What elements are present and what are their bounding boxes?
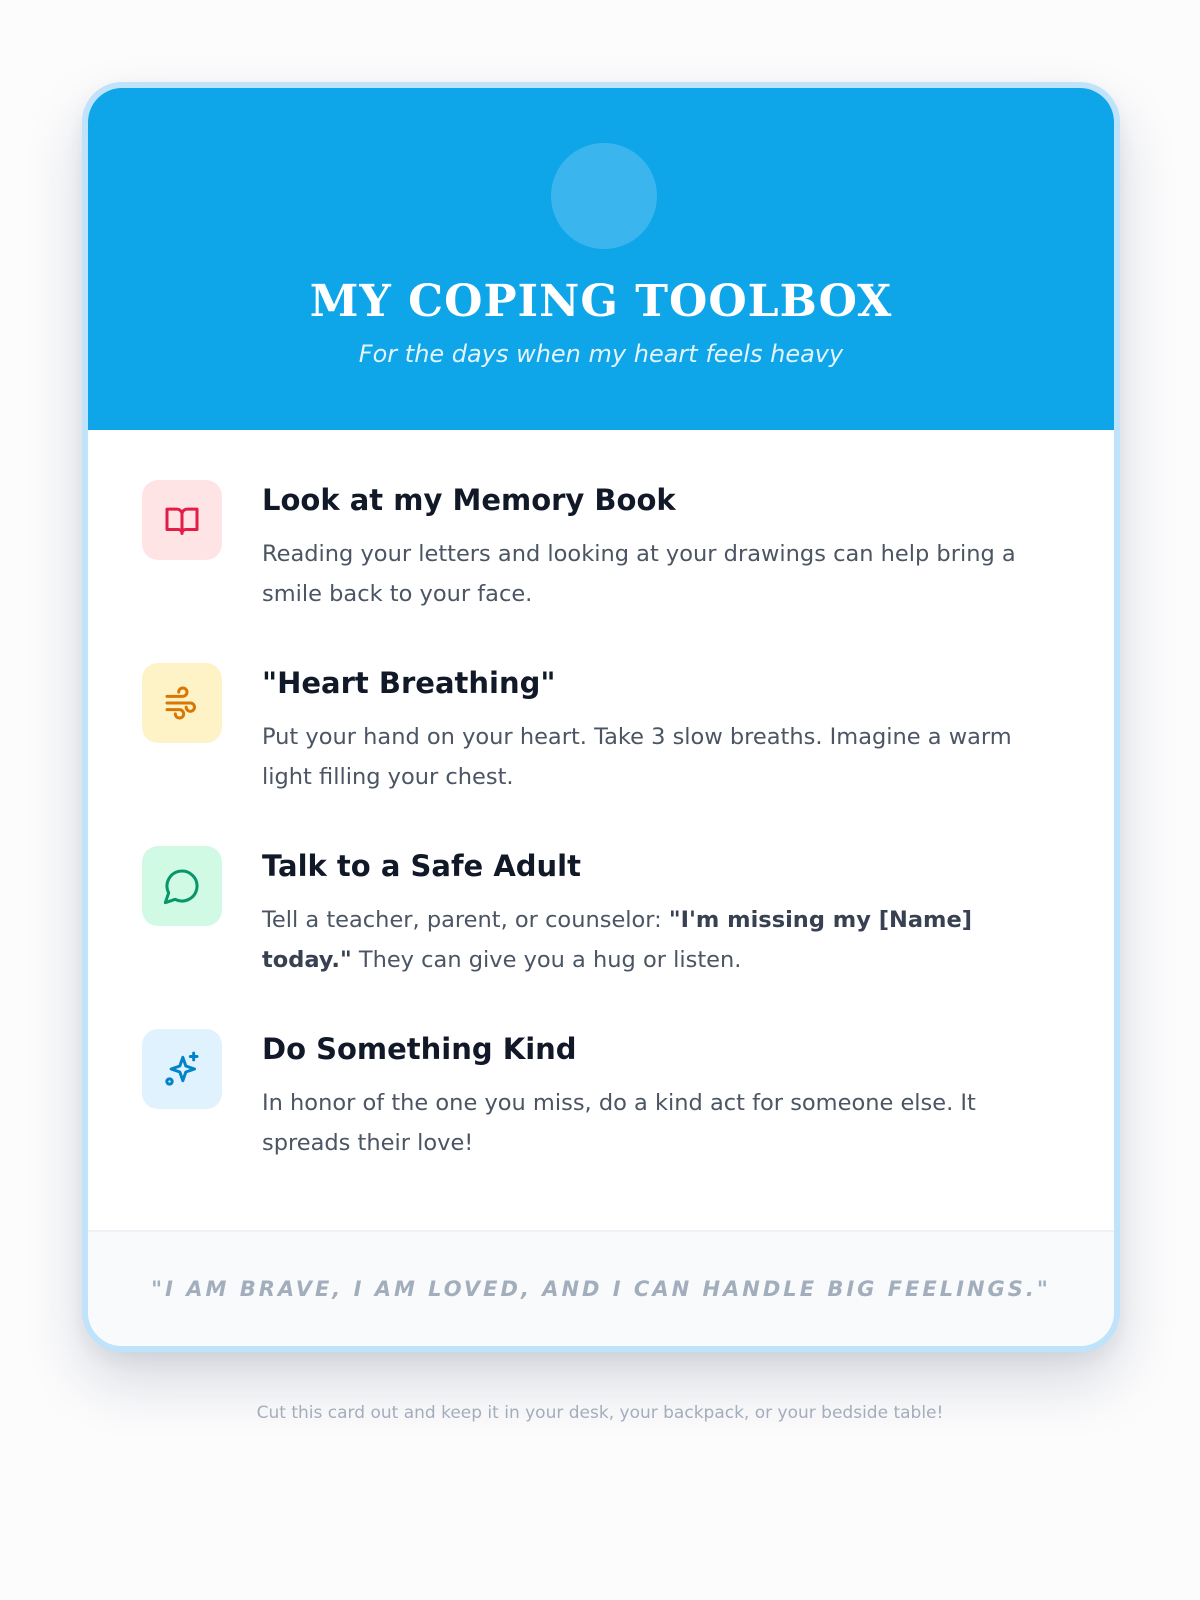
strategy-title: Do Something Kind <box>262 1032 577 1066</box>
book-icon <box>142 480 222 560</box>
coping-toolbox-card <box>82 82 1120 1352</box>
strategy-title: Look at my Memory Book <box>262 483 676 517</box>
card-footer <box>88 1230 1114 1346</box>
cutout-instruction: Cut this card out and keep it in your desk, your backpack, or your bedside table! <box>256 1403 944 1423</box>
strategy-description: Tell a teacher, parent, or counselor: "I'm missing my [Name] today." They can give you a hug or listen. <box>262 907 972 973</box>
header-circle-decoration <box>551 143 657 249</box>
card-subtitle: For the days when my heart feels heavy <box>358 340 844 368</box>
sparkles-icon <box>142 1029 222 1109</box>
card-title: MY COPING TOOLBOX <box>309 276 893 327</box>
strategy-title: "Heart Breathing" <box>262 666 556 700</box>
strategy-title: Talk to a Safe Adult <box>262 849 581 883</box>
strategy-description: In honor of the one you miss, do a kind act for someone else. It spreads their love! <box>262 1090 976 1156</box>
wind-icon <box>142 663 222 743</box>
chat-bubble-icon <box>142 846 222 926</box>
strategy-description: Reading your letters and looking at your drawings can help bring a smile back to your face. <box>262 541 1016 607</box>
affirmation-quote: "I AM BRAVE, I AM LOVED, AND I CAN HANDLE BIG FEELINGS." <box>151 1277 1051 1301</box>
strategy-description: Put your hand on your heart. Take 3 slow breaths. Imagine a warm light filling your chest. <box>262 724 1012 790</box>
card-header <box>88 88 1114 430</box>
